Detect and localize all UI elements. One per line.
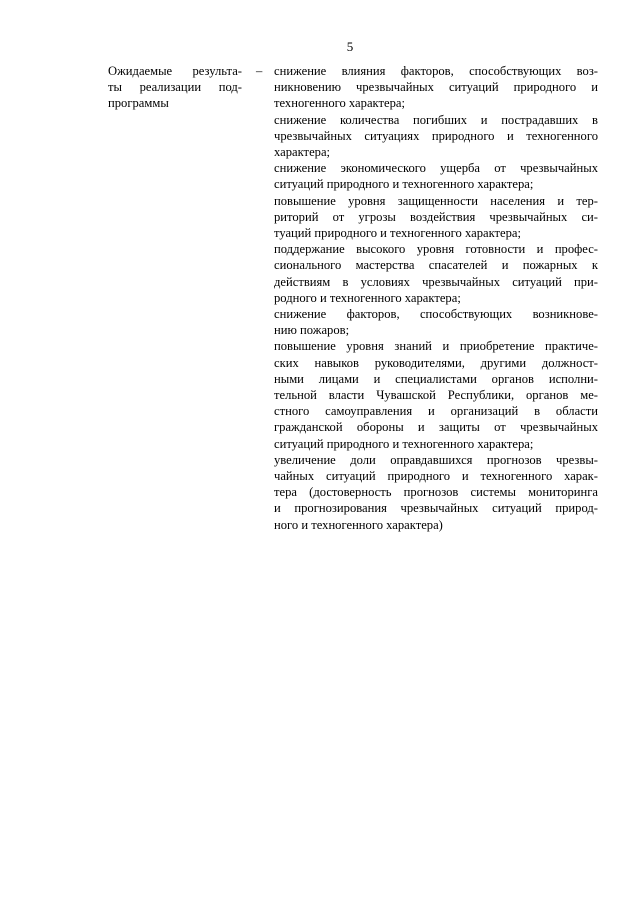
label-line: программы [108,96,169,111]
page-number: 5 [346,39,354,54]
result-item-line: родного и техногенного характера; [274,290,461,305]
result-item-line: туаций природного и техногенного характера; [274,226,522,241]
result-item [274,193,598,242]
result-item-line: сионального мастерства спасателей и пожарных к [274,258,598,273]
result-item-line: тера (достоверность прогнозов системы мониторинга [274,485,598,500]
result-item-line: снижение количества погибших и пострадавших в [274,112,598,127]
expected-results-list [274,63,598,533]
result-item-line: снижение экономического ущерба от чрезвычайных [274,161,598,176]
result-item-line: и прогнозирования чрезвычайных ситуаций природ- [274,501,598,516]
result-item-line: техногенного характера; [274,96,405,111]
result-item-line: характера; [274,145,331,160]
expected-results-label [108,63,242,112]
result-item-line: ными лицами и специалистами органов исполни- [274,371,598,386]
dash-separator: – [256,64,263,78]
result-item-line: ного и техногенного характера) [274,517,443,532]
result-item-line: повышение уровня защищенности населения и тер- [274,193,598,208]
result-item-line: чайных ситуаций природного и техногенного харак- [274,469,598,484]
result-item [274,306,598,338]
result-item [274,160,598,192]
result-item [274,452,598,533]
result-item-line: нию пожаров; [274,323,350,338]
result-item [274,241,598,306]
result-item-line: снижение влияния факторов, способствующих воз- [274,64,598,78]
result-item-line: действиям в условиях чрезвычайных ситуаций при- [274,274,598,289]
result-item-line: повышение уровня знаний и приобретение практиче- [274,339,598,354]
result-item-line: никновению чрезвычайных ситуаций природного и [274,80,598,95]
result-item-line: ситуаций природного и техногенного характера; [274,436,534,451]
result-item-line: чрезвычайных ситуациях природного и техногенного [274,128,598,143]
result-item-line: гражданской обороны и защиты от чрезвычайных [274,420,598,435]
result-item [274,112,598,161]
result-item-line: стного самоуправления и организаций в области [274,404,598,419]
result-item-line: увеличение доли оправдавшихся прогнозов чрезвы- [274,452,598,467]
label-line: Ожидаемые результа- [108,64,242,78]
result-item-line: поддержание высокого уровня готовности и профес- [274,242,598,257]
result-item [274,338,598,451]
result-item [274,63,598,112]
label-line: ты реализации под- [108,80,242,95]
result-item-line: ских навыков руководителями, другими должност- [274,355,598,370]
result-item-line: снижение факторов, способствующих возникнове- [274,307,598,322]
result-item-line: тельной власти Чувашской Республики, органов ме- [274,388,598,403]
result-item-line: риторий от угрозы воздействия чрезвычайных си- [274,209,598,224]
result-item-line: ситуаций природного и техногенного характера; [274,177,534,192]
